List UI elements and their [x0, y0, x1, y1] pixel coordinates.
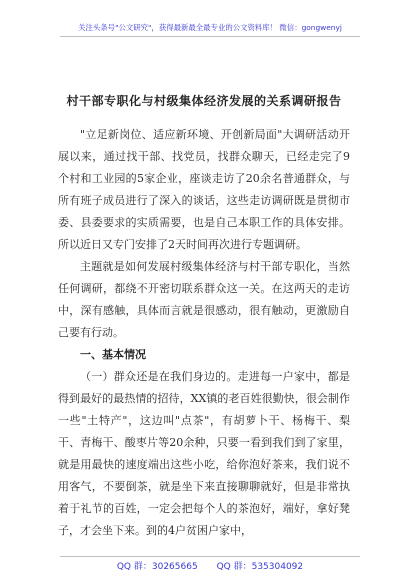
- header-banner: 关注头条号"公文研究"，获得最新最全最专业的公文资料库！ 微信：gongwenyj: [78, 23, 342, 32]
- footer-qq-group-2: QQ 群：535304092: [216, 562, 304, 572]
- body-paragraph-1: "立足新岗位、适应新环境、开创新局面"大调研活动开展以来，通过找干部、找党员，找群众聊天，已经走完了9个村和工业园的5家企业，座谈走访了20余名普通群众，与所有班子成员进行了深入的谈话，这些走访调研既是贯彻市委、县委要求的实质需要，也是自己本职工作的具体安排。所以近日又专门安排了2天时间再次进行专题调研。: [58, 128, 350, 251]
- section-paragraph: （一）群众还是在我们身边的。走进每一户家中，都是得到最好的最热情的招待，XX镇的老百姓很勤快，很会制作一些"土特产"，这边叫"点茶"，有胡萝卜干、杨梅干、梨干、青梅干、酸枣片等20余种，只要一看到我们到了家里，就是用最快的速度端出这些小吃，给你泡好茶来，我们说不用客气，不要倒茶，就是坐下来直接聊聊就好，但是非常执着于礼节的百姓，一定会把每个人的茶泡好，端好，拿好凳子，才会坐下来。到的4户贫困户家中，: [58, 370, 350, 537]
- document-title: 村干部专职化与村级集体经济发展的关系调研报告: [66, 94, 342, 108]
- footer-qq-group-1: QQ 群：30265665: [116, 562, 198, 572]
- footer: [60, 559, 360, 572]
- document-body: [58, 124, 350, 542]
- section-heading: 一、基本情况: [80, 348, 146, 361]
- body-paragraph-2: 主题就是如何发展村级集体经济与村干部专职化，当然任何调研，都绕不开密切联系群众这一关。在这两天的走访中，深有感触，具体而言就是很感动，很有触动，更激励自己要有行动。: [58, 260, 350, 339]
- header-divider: [60, 36, 360, 37]
- footer-divider: [60, 556, 360, 557]
